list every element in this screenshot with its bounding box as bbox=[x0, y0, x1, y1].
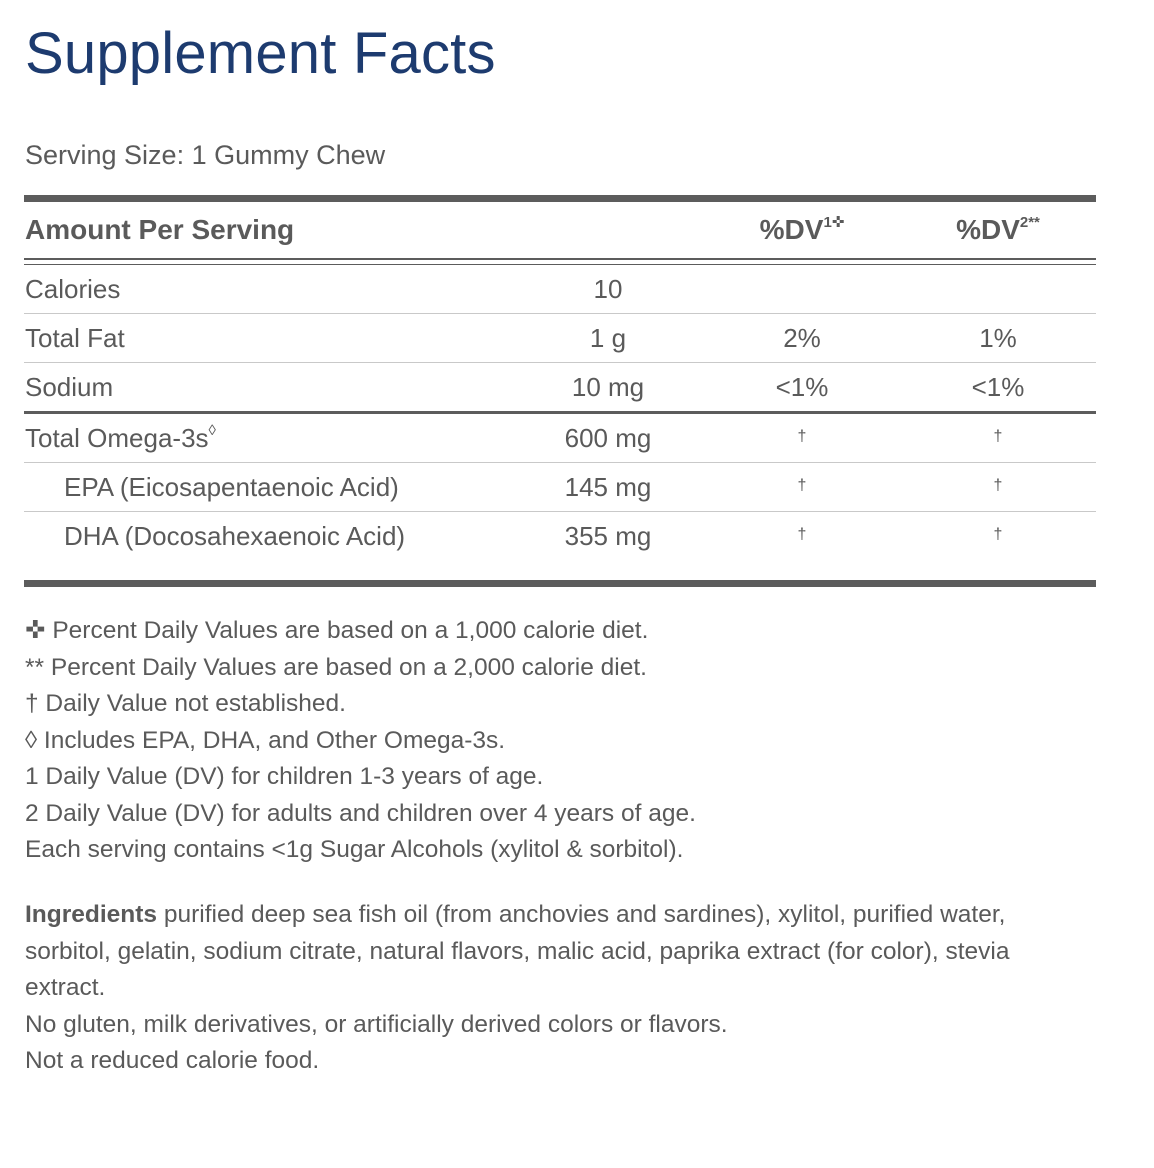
table-header-row bbox=[24, 202, 1096, 258]
nutrient-dv2: 1% bbox=[979, 322, 1017, 353]
dv2-header-label: %DV bbox=[956, 214, 1020, 245]
nutrient-name: Sodium bbox=[25, 371, 114, 402]
footnote: ◊ Includes EPA, DHA, and Other Omega-3s. bbox=[25, 726, 506, 754]
nutrient-dv1 bbox=[704, 423, 900, 454]
table-row bbox=[24, 314, 1096, 363]
nutrient-amount: 10 mg bbox=[571, 371, 645, 402]
nutrient-name: DHA (Docosahexaenoic Acid) bbox=[64, 520, 406, 551]
nutrient-name: Total Fat bbox=[25, 322, 125, 353]
dv1-header-label: %DV bbox=[759, 214, 824, 245]
nutrient-dv2: <1% bbox=[971, 371, 1025, 402]
supplement-facts-table bbox=[24, 195, 1096, 587]
footnote: Each serving contains <1g Sugar Alcohols (xylitol & sorbitol). bbox=[25, 836, 684, 863]
nutrient-amount: 600 mg bbox=[564, 422, 652, 453]
ingredients-paragraph bbox=[25, 897, 1085, 1007]
table-row bbox=[24, 265, 1096, 314]
dagger-mark: † bbox=[797, 476, 807, 494]
omega-mark: ◊ bbox=[208, 421, 216, 439]
nutrient-amount: 145 mg bbox=[564, 471, 652, 502]
nutrient-dv1: 2% bbox=[783, 322, 821, 353]
nutrient-dv2 bbox=[900, 423, 1096, 454]
top-rule bbox=[24, 195, 1096, 202]
ingredients-text: purified deep sea fish oil (from anchovies and sardines), xylitol, purified water, sorbitol, gelatin, sodium citrate, natural flavors, malic acid, paprika extract (for color), stevia extract. bbox=[25, 901, 1010, 1001]
nutrient-dv1 bbox=[704, 521, 900, 552]
nutrient-name: EPA (Eicosapentaenoic Acid) bbox=[64, 471, 399, 502]
footnote: ✜ Percent Daily Values are based on a 1,000 calorie diet. bbox=[25, 617, 649, 644]
dagger-mark: † bbox=[993, 476, 1003, 494]
dv2-header-mark: 2** bbox=[1019, 214, 1040, 231]
nutrient-dv1: <1% bbox=[775, 371, 829, 402]
table-spacer bbox=[24, 560, 1096, 580]
ingredients-label: Ingredients bbox=[25, 901, 158, 928]
nutrient-dv1 bbox=[704, 472, 900, 503]
amount-per-serving-header: Amount Per Serving bbox=[25, 214, 295, 245]
footnotes bbox=[25, 613, 696, 869]
table-row bbox=[24, 512, 1096, 560]
page-title: Supplement Facts bbox=[25, 21, 496, 86]
nutrient-dv2 bbox=[900, 472, 1096, 503]
dagger-mark: † bbox=[797, 427, 807, 445]
header-rule bbox=[24, 258, 1096, 265]
ingredients-section bbox=[25, 897, 1085, 1080]
bottom-rule bbox=[24, 580, 1096, 587]
table-row bbox=[24, 363, 1096, 414]
nutrient-name: Total Omega-3s bbox=[25, 422, 209, 453]
dv1-header-mark: 1✜ bbox=[823, 214, 845, 231]
footnote: ** Percent Daily Values are based on a 2,000 calorie diet. bbox=[25, 653, 647, 681]
serving-size: Serving Size: 1 Gummy Chew bbox=[25, 140, 386, 170]
nutrient-dv2 bbox=[900, 521, 1096, 552]
footnote: † Daily Value not established. bbox=[25, 690, 346, 717]
ingredients-note: Not a reduced calorie food. bbox=[25, 1047, 320, 1074]
nutrient-amount: 10 bbox=[593, 273, 623, 304]
nutrient-amount: 355 mg bbox=[564, 520, 652, 551]
nutrient-name: Calories bbox=[25, 273, 121, 304]
dv1-header bbox=[704, 214, 900, 246]
nutrient-name-cell bbox=[24, 423, 512, 454]
dagger-mark: † bbox=[993, 525, 1003, 543]
footnote: 1 Daily Value (DV) for children 1-3 years of age. bbox=[25, 763, 544, 790]
nutrient-amount: 1 g bbox=[589, 322, 627, 353]
footnote: 2 Daily Value (DV) for adults and children over 4 years of age. bbox=[25, 799, 696, 827]
dagger-mark: † bbox=[797, 525, 807, 543]
ingredients-note: No gluten, milk derivatives, or artificially derived colors or flavors. bbox=[25, 1010, 728, 1038]
table-row bbox=[24, 414, 1096, 463]
dv2-header bbox=[900, 214, 1096, 246]
dagger-mark: † bbox=[993, 427, 1003, 445]
table-row bbox=[24, 463, 1096, 512]
